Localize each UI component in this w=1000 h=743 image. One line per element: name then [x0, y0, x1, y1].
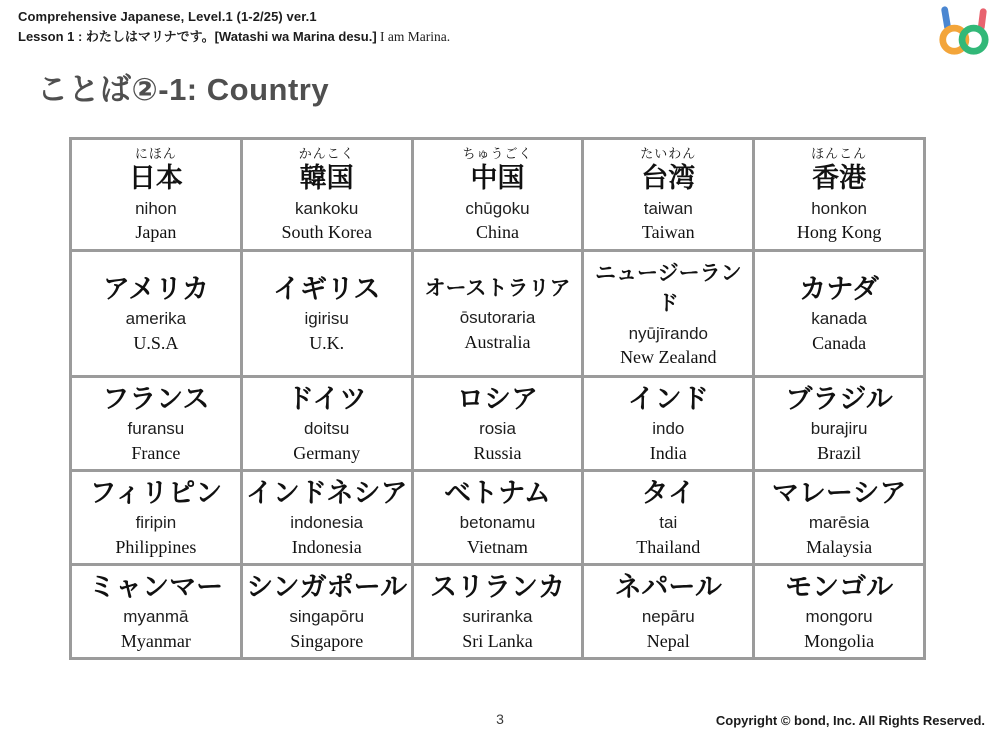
- table-row: [71, 470, 925, 564]
- english-name: Japan: [135, 221, 177, 242]
- japanese-word: スリランカ: [429, 571, 565, 602]
- bond-logo-icon: [934, 4, 992, 58]
- japanese-word: シンガポール: [246, 571, 408, 602]
- country-cell-japan: [71, 139, 242, 251]
- romaji: amerika: [125, 309, 187, 329]
- country-cell-south-korea: [241, 139, 412, 251]
- japanese-word: ベトナム: [444, 477, 551, 508]
- english-name: Brazil: [817, 442, 862, 463]
- japanese-word: カナダ: [799, 273, 879, 304]
- english-name: China: [475, 221, 519, 242]
- romaji: chūgoku: [465, 198, 530, 218]
- country-cell-malaysia: [754, 470, 925, 564]
- country-cell-usa: [71, 251, 242, 377]
- romaji: ōsutoraria: [459, 308, 536, 328]
- japanese-word: 香港: [812, 163, 867, 194]
- english-name: Australia: [464, 331, 531, 352]
- japanese-word: インド: [627, 383, 709, 414]
- japanese-word: アメリカ: [102, 273, 209, 304]
- romaji: kankoku: [295, 198, 359, 218]
- country-cell-sri-lanka: [412, 564, 583, 658]
- country-cell-australia: [412, 251, 583, 377]
- english-name: France: [131, 442, 181, 463]
- english-name: U.S.A: [133, 332, 179, 353]
- slide-header: [18, 8, 450, 47]
- page-number: 3: [496, 711, 504, 727]
- japanese-word: 台湾: [641, 163, 696, 194]
- furigana: たいわん: [640, 145, 697, 161]
- english-name: U.K.: [309, 332, 345, 353]
- country-cell-nepal: [583, 564, 754, 658]
- romaji: taiwan: [643, 198, 693, 218]
- lesson-title-translation: I am Marina.: [376, 28, 451, 44]
- romaji: mongoru: [805, 607, 873, 627]
- furigana: にほん: [134, 145, 177, 161]
- english-name: Vietnam: [467, 536, 528, 557]
- country-vocab-table: [69, 137, 926, 660]
- japanese-word: ネパール: [614, 571, 722, 602]
- romaji: firipin: [135, 513, 177, 533]
- furigana: ちゅうごく: [462, 145, 533, 161]
- japanese-word: タイ: [641, 477, 696, 508]
- english-name: New Zealand: [620, 346, 717, 367]
- country-cell-russia: [412, 376, 583, 470]
- country-cell-france: [71, 376, 242, 470]
- country-cell-hong-kong: [754, 139, 925, 251]
- japanese-word: ロシア: [456, 383, 538, 414]
- english-name: Germany: [293, 442, 361, 463]
- english-name: Malaysia: [806, 536, 873, 557]
- country-cell-philippines: [71, 470, 242, 564]
- english-name: Thailand: [636, 536, 701, 557]
- romaji: betonamu: [459, 513, 536, 533]
- japanese-word: イギリス: [272, 273, 381, 304]
- japanese-word: オーストラリア: [424, 276, 571, 300]
- romaji: marēsia: [808, 513, 870, 533]
- country-cell-thailand: [583, 470, 754, 564]
- country-cell-india: [583, 376, 754, 470]
- english-name: Philippines: [115, 536, 197, 557]
- country-cell-new-zealand: [583, 251, 754, 377]
- furigana: かんこく: [298, 145, 355, 161]
- country-cell-germany: [241, 376, 412, 470]
- romaji: myanmā: [123, 607, 189, 627]
- english-name: India: [649, 442, 687, 463]
- country-cell-singapore: [241, 564, 412, 658]
- english-name: Indonesia: [291, 536, 362, 557]
- table-row: [71, 251, 925, 377]
- japanese-word: ブラジル: [785, 383, 893, 414]
- japanese-word: 韓国: [299, 163, 354, 194]
- english-name: Taiwan: [641, 221, 695, 242]
- english-name: Nepal: [646, 630, 690, 651]
- english-name: Russia: [473, 442, 522, 463]
- japanese-word: フィリピン: [89, 477, 223, 508]
- country-cell-canada: [754, 251, 925, 377]
- japanese-word: 日本: [128, 163, 183, 194]
- country-cell-brazil: [754, 376, 925, 470]
- romaji: burajiru: [810, 419, 868, 439]
- japanese-word: 中国: [470, 163, 525, 194]
- romaji: tai: [659, 513, 678, 533]
- english-name: Myanmar: [120, 630, 191, 651]
- japanese-word: モンゴル: [785, 571, 894, 602]
- english-name: South Korea: [281, 221, 372, 242]
- english-name: Canada: [812, 332, 867, 353]
- country-cell-indonesia: [241, 470, 412, 564]
- romaji: rosia: [479, 419, 516, 439]
- table-row: [71, 564, 925, 658]
- romaji: indonesia: [290, 513, 364, 533]
- romaji: nihon: [135, 198, 177, 218]
- romaji: igirisu: [304, 309, 349, 329]
- japanese-word: マレーシア: [771, 477, 907, 508]
- country-cell-mongolia: [754, 564, 925, 658]
- country-cell-vietnam: [412, 470, 583, 564]
- country-cell-taiwan: [583, 139, 754, 251]
- table-row: [71, 376, 925, 470]
- english-name: Hong Kong: [796, 221, 882, 242]
- country-cell-myanmar: [71, 564, 242, 658]
- english-name: Mongolia: [804, 630, 875, 651]
- course-title: Comprehensive Japanese, Level.1 (1-2/25) ver.1: [18, 9, 317, 24]
- romaji: nyūjīrando: [628, 323, 708, 343]
- table-row: [71, 139, 925, 251]
- country-cell-china: [412, 139, 583, 251]
- romaji: honkon: [811, 198, 867, 218]
- lesson-title-main: Lesson 1 : わたしはマリナです。[Watashi wa Marina desu.]: [18, 28, 377, 44]
- japanese-word: ドイツ: [286, 383, 367, 414]
- lesson-title: [18, 27, 450, 47]
- english-name: Sri Lanka: [462, 630, 533, 651]
- country-cell-uk: [241, 251, 412, 377]
- romaji: indo: [652, 419, 685, 439]
- japanese-word: ニュージーランド: [594, 261, 742, 316]
- japanese-word: フランス: [102, 383, 210, 414]
- romaji: kanada: [811, 309, 867, 329]
- japanese-word: インドネシア: [245, 477, 408, 508]
- page-title: ことば②-1: Country: [37, 72, 330, 107]
- copyright-notice: Copyright © bond, Inc. All Rights Reserved.: [715, 713, 985, 728]
- romaji: doitsu: [304, 419, 350, 439]
- romaji: furansu: [127, 419, 185, 439]
- english-name: Singapore: [290, 630, 364, 651]
- romaji: singapōru: [289, 607, 365, 627]
- furigana: ほんこん: [811, 145, 868, 161]
- romaji: nepāru: [641, 607, 695, 627]
- japanese-word: ミャンマー: [88, 571, 224, 602]
- romaji: suriranka: [462, 607, 533, 627]
